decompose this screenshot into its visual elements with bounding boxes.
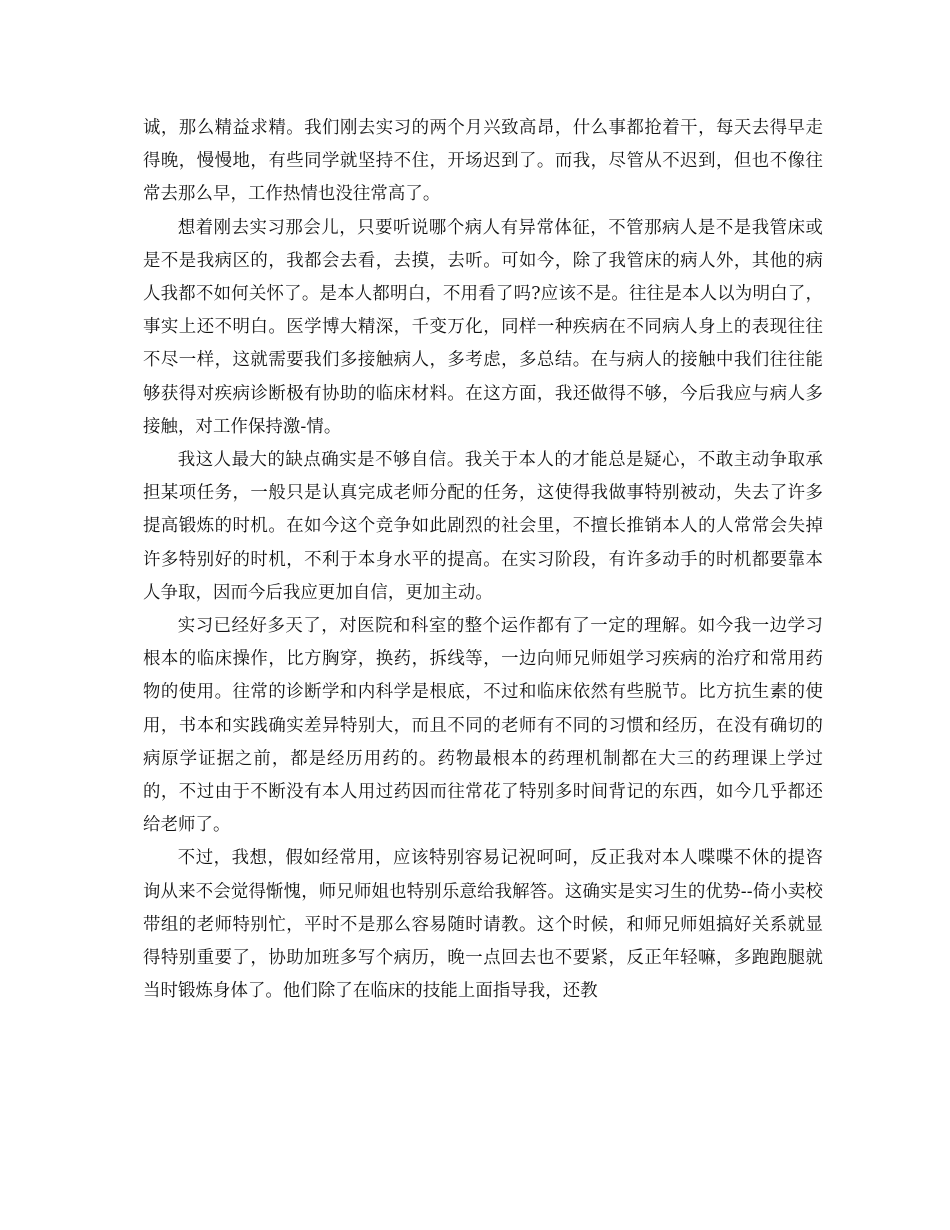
paragraph-1: 诚，那么精益求精。我们刚去实习的两个月兴致高昂，什么事都抢着干，每天去得早走得晚，慢慢地，有些同学就坚持不住，开场迟到了。而我，尽管从不迟到，但也不像往常去那么早，工作热情也没往常高了。 [143,118,823,205]
paragraph-3: 我这人最大的缺点确实是不够自信。我关于本人的才能总是疑心，不敢主动争取承担某项任务，一般只是认真完成老师分配的任务，这使得我做事特别被动，失去了许多提高锻炼的时机。在如今这个竞争如此剧烈的社会里，不擅长推销本人的人常常会失掉许多特别好的时机，不利于本身水平的提高。在实习阶段，有许多动手的时机都要靠本人争取，因而今后我应更加自信，更加主动。 [143,450,823,603]
paragraph-2: 想着刚去实习那会儿，只要听说哪个病人有异常体征，不管那病人是不是我管床或是不是我病区的，我都会去看，去摸，去听。可如今，除了我管床的病人外，其他的病人我都不如何关怀了。是本人都明白，不用看了吗?应该不是。往往是本人以为明白了，事实上还不明白。医学博大精深，千变万化，同样一种疾病在不同病人身上的表现往往不尽一样，这就需要我们多接触病人，多考虑，多总结。在与病人的接触中我们往往能够获得对疾病诊断极有协助的临床材料。在这方面，我还做得不够，今后我应与病人多接触，对工作保持激-情。 [143,217,823,437]
paragraph-4: 实习已经好多天了，对医院和科室的整个运作都有了一定的理解。如今我一边学习根本的临床操作，比方胸穿，换药，拆线等，一边向师兄师姐学习疾病的治疗和常用药物的使用。往常的诊断学和内科学是根底，不过和临床依然有些脱节。比方抗生素的使用，书本和实践确实差异特别大，而且不同的老师有不同的习惯和经历，在没有确切的病原学证据之前，都是经历用药的。药物最根本的药理机制都在大三的药理课上学过的，不过由于不断没有本人用过药因而往常花了特别多时间背记的东西，如今几乎都还给老师了。 [143,616,823,836]
document-body [143,112,823,1008]
paragraph-5: 不过，我想，假如经常用，应该特别容易记祝呵呵，反正我对本人喋喋不休的提咨询从来不会觉得惭愧，师兄师姐也特别乐意给我解答。这确实是实习生的优势--倚小卖校带组的老师特别忙，平时不是那么容易随时请教。这个时候，和师兄师姐搞好关系就显得特别重要了，协助加班多写个病历，晚一点回去也不要紧，反正年轻嘛，多跑跑腿就当时锻炼身体了。他们除了在临床的技能上面指导我，还教 [143,848,823,1002]
